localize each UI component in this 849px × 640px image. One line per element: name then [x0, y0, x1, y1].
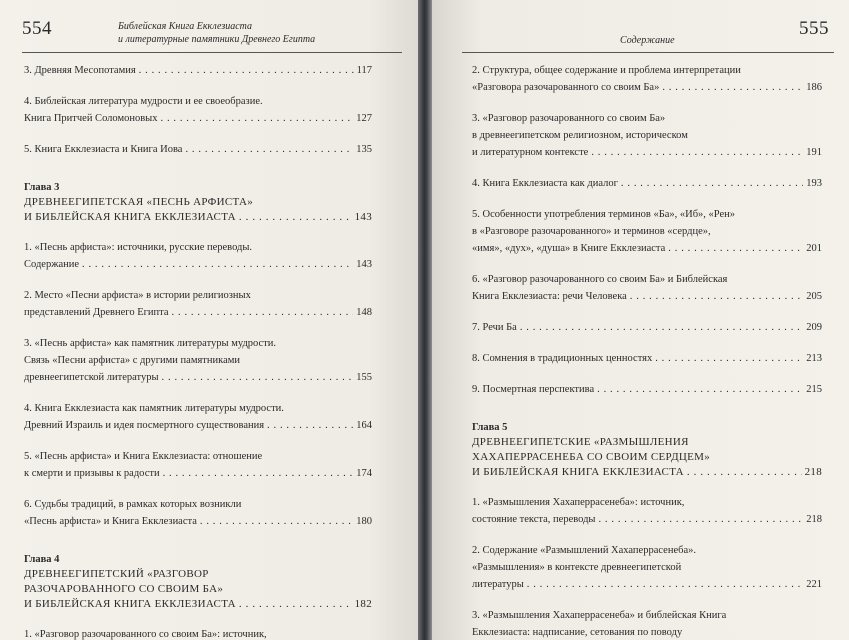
entry-page-number: 186 [806, 82, 822, 93]
entry-line [24, 141, 372, 158]
toc-entry [472, 206, 822, 257]
entry-line [24, 369, 372, 386]
header-rule [22, 52, 402, 53]
entry-line [24, 352, 372, 369]
dot-leader [597, 381, 803, 398]
running-head-line: и литературные памятники Древнего Египта [118, 34, 316, 45]
toc-entry [24, 626, 372, 640]
running-head [118, 20, 315, 46]
entry-line [24, 335, 372, 352]
dot-leader [82, 256, 353, 273]
entry-page-number: 143 [356, 259, 372, 270]
entry-text: РАЗОЧАРОВАННОГО СО СВОИМ БА» [24, 583, 224, 595]
toc-entry [472, 175, 822, 192]
chapter-title-line [24, 195, 372, 210]
entry-line [24, 400, 372, 417]
entry-text: 2. Место «Песни арфиста» в истории религиозных [24, 290, 251, 301]
dot-leader [185, 141, 353, 158]
toc-entry [472, 607, 822, 640]
entry-text: 4. Книга Екклезиаста как памятник литературы мудрости. [24, 403, 284, 414]
entry-text: 1. «Размышления Хахаперрасенеба»: источник, [472, 497, 685, 508]
entry-line [24, 448, 372, 465]
entry-line [472, 288, 822, 305]
dot-leader [662, 79, 803, 96]
dot-leader [139, 62, 354, 79]
toc-entry [472, 62, 822, 96]
entry-text: литературы [472, 579, 524, 590]
entry-text: Связь «Песни арфиста» с другими памятниками [24, 355, 240, 366]
entry-line [472, 206, 822, 223]
entry-text: ХАХАПЕРРАСЕНЕБА СО СВОИМ СЕРДЦЕМ» [472, 451, 711, 463]
dot-leader [163, 465, 354, 482]
dot-leader [655, 350, 803, 367]
toc-entry [472, 381, 822, 398]
entry-line [472, 127, 822, 144]
entry-text: 8. Сомнения в традиционных ценностях [472, 353, 653, 364]
entry-text: в древнеегипетском религиозном, историческом [472, 130, 688, 141]
toc-chapter [24, 552, 372, 612]
entry-text: 5. Особенности употребления терминов «Ба», «Иб», «Рен» [472, 209, 736, 220]
dot-leader [668, 240, 803, 257]
toc-entry [472, 350, 822, 367]
entry-text: ДРЕВНЕЕГИПЕТСКАЯ «ПЕСНЬ АРФИСТА» [24, 196, 254, 208]
chapter-title-line [472, 465, 822, 480]
entry-page-number: 164 [356, 420, 372, 431]
running-head-line: Содержание [620, 35, 675, 46]
entry-page-number: 148 [356, 307, 372, 318]
entry-page-number: 191 [806, 147, 822, 158]
entry-line [472, 494, 822, 511]
toc-entry [24, 400, 372, 434]
entry-page-number: 155 [356, 372, 372, 383]
entry-line [24, 93, 372, 110]
entry-text: Екклезиаста: надписание, сетования по поводу [472, 627, 683, 638]
entry-page-number: 218 [806, 514, 822, 525]
entry-page-number: 180 [356, 516, 372, 527]
entry-page-number: 221 [806, 579, 822, 590]
entry-line [24, 496, 372, 513]
book-gutter [418, 0, 432, 640]
entry-text: И БИБЛЕЙСКАЯ КНИГА ЕККЛЕЗИАСТА [472, 466, 684, 478]
entry-line [24, 465, 372, 482]
entry-line [472, 223, 822, 240]
entry-line [472, 175, 822, 192]
entry-text: 6. «Разговор разочарованного со своим Ба» и Библейская [472, 274, 728, 285]
dot-leader [630, 288, 803, 305]
entry-text: 1. «Песнь арфиста»: источники, русские переводы. [24, 242, 253, 253]
entry-page-number: 135 [356, 144, 372, 155]
entry-text: представлений Древнего Египта [24, 307, 169, 318]
entry-text: Древний Израиль и идея посмертного существования [24, 420, 265, 431]
toc-entry [472, 494, 822, 528]
toc-entry [472, 542, 822, 593]
entry-text: «Песнь арфиста» и Книга Екклезиаста [24, 516, 197, 527]
entry-text: в «Разговоре разочарованного» и терминов «сердце», [472, 226, 711, 237]
entry-line [472, 607, 822, 624]
chapter-title-line [472, 450, 822, 465]
running-head [620, 34, 675, 47]
toc-entry [24, 141, 372, 158]
entry-line [24, 304, 372, 321]
toc-entry [24, 239, 372, 273]
chapter-label: Глава 3 [24, 182, 60, 193]
chapter-title-line [24, 210, 372, 225]
entry-page-number: 193 [806, 178, 822, 189]
entry-page-number: 209 [806, 322, 822, 333]
table-of-contents [472, 62, 822, 640]
entry-text: состояние текста, переводы [472, 514, 596, 525]
entry-line [24, 62, 372, 79]
entry-line [472, 381, 822, 398]
entry-page-number: 127 [356, 113, 372, 124]
entry-line [472, 144, 822, 161]
entry-page-number: 143 [354, 211, 372, 223]
dot-leader [621, 175, 803, 192]
entry-page-number: 201 [806, 243, 822, 254]
entry-page-number: 215 [806, 384, 822, 395]
toc-chapter [472, 420, 822, 480]
entry-text: «Размышления» в контексте древнеегипетской [472, 562, 682, 573]
entry-text: и литературном контексте [472, 147, 589, 158]
entry-line [472, 240, 822, 257]
entry-line [472, 350, 822, 367]
entry-page-number: 213 [806, 353, 822, 364]
toc-entry [24, 448, 372, 482]
entry-line [24, 513, 372, 530]
entry-page-number: 174 [356, 468, 372, 479]
dot-leader [527, 576, 803, 593]
dot-leader [162, 369, 354, 386]
chapter-title-line [24, 567, 372, 582]
toc-chapter [24, 180, 372, 225]
chapter-title-line [24, 597, 372, 612]
entry-line [472, 576, 822, 593]
dot-leader [520, 319, 803, 336]
toc-entry [472, 271, 822, 305]
entry-page-number: 117 [356, 65, 372, 76]
entry-line [24, 287, 372, 304]
entry-text: ДРЕВНЕЕГИПЕТСКИЕ «РАЗМЫШЛЕНИЯ [472, 436, 689, 448]
page-number: 554 [22, 18, 52, 39]
entry-line [472, 624, 822, 640]
entry-line [472, 559, 822, 576]
entry-text: 3. «Песнь арфиста» как памятник литературы мудрости. [24, 338, 277, 349]
running-head-line: Библейская Книга Екклезиаста [118, 21, 253, 32]
dot-leader [591, 144, 803, 161]
entry-text: 2. Структура, общее содержание и проблема интерпретации [472, 65, 741, 76]
left-page [0, 0, 418, 640]
dot-leader [200, 513, 353, 530]
entry-line [24, 256, 372, 273]
entry-text: 3. «Размышления Хахаперрасенеба» и библейская Книга [472, 610, 727, 621]
entry-text: Книга Притчей Соломоновых [24, 113, 158, 124]
toc-entry [472, 319, 822, 336]
entry-text: 5. «Песнь арфиста» и Книга Екклезиаста: отношение [24, 451, 263, 462]
entry-text: 1. «Разговор разочарованного со своим Ба»: источник, [24, 629, 267, 640]
entry-line [472, 62, 822, 79]
toc-entry [24, 496, 372, 530]
dot-leader [267, 417, 353, 434]
entry-text: Книга Екклезиаста: речи Человека [472, 291, 627, 302]
chapter-title-line [472, 435, 822, 450]
entry-line [472, 110, 822, 127]
entry-page-number: 205 [806, 291, 822, 302]
chapter-title-line [24, 582, 372, 597]
dot-leader [239, 210, 352, 225]
dot-leader [172, 304, 354, 321]
entry-line [472, 271, 822, 288]
entry-line [24, 110, 372, 127]
entry-line [24, 626, 372, 640]
entry-text: «Разговора разочарованного со своим Ба» [472, 82, 660, 93]
table-of-contents [24, 62, 372, 640]
entry-text: 9. Посмертная перспектива [472, 384, 595, 395]
dot-leader [598, 511, 803, 528]
chapter-label: Глава 4 [24, 554, 60, 565]
entry-text: 6. Судьбы традиций, в рамках которых возникли [24, 499, 242, 510]
entry-text: 7. Речи Ба [472, 322, 517, 333]
entry-line [24, 417, 372, 434]
entry-line [472, 319, 822, 336]
entry-text: 5. Книга Екклезиаста и Книга Иова [24, 144, 183, 155]
entry-line [472, 511, 822, 528]
entry-text: ДРЕВНЕЕГИПЕТСКИЙ «РАЗГОВОР [24, 568, 209, 580]
entry-text: И БИБЛЕЙСКАЯ КНИГА ЕККЛЕЗИАСТА [24, 211, 236, 223]
entry-page-number: 182 [354, 598, 372, 610]
toc-entry [24, 62, 372, 79]
chapter-label: Глава 5 [472, 422, 508, 433]
entry-text: И БИБЛЕЙСКАЯ КНИГА ЕККЛЕЗИАСТА [24, 598, 236, 610]
dot-leader [161, 110, 354, 127]
entry-page-number: 218 [804, 466, 822, 478]
toc-entry [472, 110, 822, 161]
dot-leader [239, 597, 352, 612]
entry-text: к смерти и призывы к радости [24, 468, 160, 479]
entry-text: 4. Библейская литература мудрости и ее своеобразие. [24, 96, 263, 107]
toc-entry [24, 93, 372, 127]
entry-text: 4. Книга Екклезиаста как диалог [472, 178, 618, 189]
page-number: 555 [799, 18, 829, 39]
entry-text: 2. Содержание «Размышлений Хахаперрасенеба». [472, 545, 696, 556]
header-rule [462, 52, 834, 53]
toc-entry [24, 335, 372, 386]
entry-text: Содержание [24, 259, 80, 270]
toc-entry [24, 287, 372, 321]
right-page [432, 0, 849, 640]
entry-text: «имя», «дух», «душа» в Книге Екклезиаста [472, 243, 666, 254]
entry-line [472, 79, 822, 96]
entry-text: 3. «Разговор разочарованного со своим Ба» [472, 113, 666, 124]
dot-leader [687, 465, 802, 480]
entry-line [24, 239, 372, 256]
entry-text: 3. Древняя Месопотамия [24, 65, 136, 76]
entry-line [472, 542, 822, 559]
entry-text: древнеегипетской литературы [24, 372, 159, 383]
